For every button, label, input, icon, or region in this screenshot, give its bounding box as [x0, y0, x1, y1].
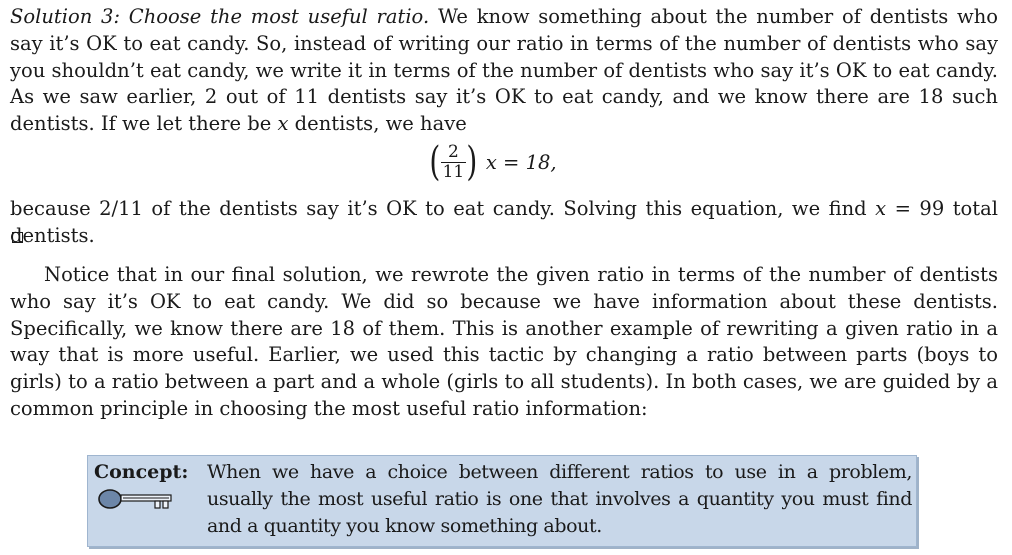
solution-result: because 2/11 of the dentists say it’s OK to eat candy. Solving this equation, we find x = 99 total dentists. — [10, 197, 998, 247]
fraction-numerator: 2 — [448, 141, 459, 162]
concept-label: Concept: — [94, 461, 189, 483]
variable-x: x — [875, 197, 887, 220]
key-icon — [97, 487, 175, 511]
solution-text: We know something about the number of dentists who say it’s OK to eat candy. So, instead of writing our ratio in terms of the number of dentists who say you shouldn’t eat candy, we write it in terms of the number of dentists who say it’s OK to eat candy. As we saw earlier, 2 out of 11 dentists say it’s OK to eat candy, and we know there are 18 such dentists. If we let there be — [10, 5, 999, 136]
solution-lead: Solution 3: Choose the most useful ratio. — [10, 5, 430, 28]
ratio-equation: ( $\frac{2}{11}$ ) x = 18, — [429, 139, 557, 185]
concept-box — [87, 455, 917, 547]
notice-paragraph: Notice that in our final solution, we rewrote the given ratio in terms of the number of dentists who say it’s OK to eat candy. We did so because we have information about these dentists. Specifically, we know there are 18 of them. This is another example of rewriting a given ratio in a way that is more useful. Earlier, we used this tactic by changing a ratio between parts (boys to girls) to a ratio between a part and a whole (girls to all students). In both cases, we are guided by a common principle in choosing the most useful ratio information: — [10, 263, 998, 420]
equation-rhs: x = 18, — [485, 150, 557, 174]
variable-x: x — [277, 112, 289, 136]
fraction — [441, 143, 467, 182]
fraction-denominator: 11 — [442, 161, 465, 182]
end-of-proof-icon — [12, 232, 23, 243]
solution-text-end: dentists, we have — [288, 112, 467, 136]
solution-paragraph — [10, 4, 998, 138]
concept-text: When we have a choice between different ratios to use in a problem, usually the most useful ratio is one that involves a quantity you must find and a quantity you know something about. — [207, 461, 912, 537]
